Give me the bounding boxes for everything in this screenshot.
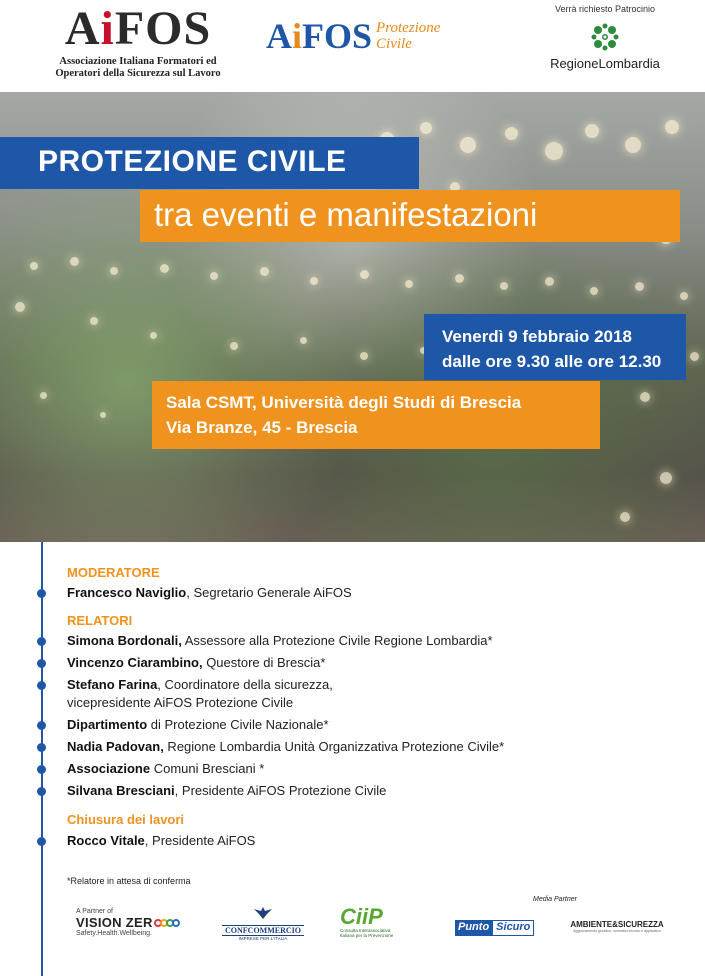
speaker-entry-continued: vicepresidente AiFOS Protezione Civile bbox=[67, 695, 294, 710]
header bbox=[0, 0, 705, 92]
bokeh-light bbox=[640, 392, 650, 402]
speaker-entry: Dipartimento di Protezione Civile Nazionale* bbox=[67, 717, 329, 732]
bokeh-light bbox=[545, 142, 563, 160]
patronage-block bbox=[540, 4, 670, 71]
eagle-icon bbox=[222, 906, 304, 925]
bokeh-light bbox=[310, 277, 318, 285]
aifos-pc-line2: Civile bbox=[376, 36, 412, 52]
region-name: RegioneLombardia bbox=[550, 56, 660, 71]
bokeh-light bbox=[210, 272, 218, 280]
timeline-dot bbox=[37, 637, 46, 646]
puntosicuro-logo bbox=[455, 920, 534, 936]
bokeh-light bbox=[585, 124, 599, 138]
speaker-entry: Nadia Padovan, Regione Lombardia Unità Organizzativa Protezione Civile* bbox=[67, 739, 505, 754]
bokeh-light bbox=[455, 274, 464, 283]
speaker-entry: Silvana Bresciani, Presidente AiFOS Protezione Civile bbox=[67, 783, 387, 798]
bokeh-light bbox=[625, 137, 641, 153]
bokeh-light bbox=[680, 292, 688, 300]
moderator-heading: MODERATORE bbox=[67, 565, 160, 580]
aifos-subtitle-line1: Associazione Italiana Formatori ed bbox=[59, 56, 217, 67]
bokeh-light bbox=[690, 352, 699, 361]
bokeh-light bbox=[500, 282, 508, 290]
aifos-logo-wordmark: AiFOS bbox=[64, 2, 212, 55]
bokeh-light bbox=[505, 127, 518, 140]
aifos-logo bbox=[38, 4, 238, 80]
bokeh-light bbox=[665, 120, 679, 134]
ciip-tag-line1: Consulta Interassociativa bbox=[340, 928, 391, 933]
timeline-dot bbox=[37, 787, 46, 796]
hero-banner bbox=[0, 92, 705, 542]
venue-line1: Sala CSMT, Università degli Studi di Brescia bbox=[166, 393, 522, 412]
media-partner-label: Media Partner bbox=[533, 896, 577, 903]
bokeh-light bbox=[360, 352, 368, 360]
bokeh-light bbox=[545, 277, 554, 286]
bokeh-light bbox=[590, 287, 598, 295]
vz-ring-icon bbox=[172, 919, 180, 927]
bokeh-light bbox=[160, 264, 169, 273]
ambiente-tag: Aggiornamento giuridico, normativo tecnico e applicativo bbox=[573, 929, 661, 933]
bokeh-light bbox=[70, 257, 79, 266]
patronage-note: Verrà richiesto Patrocinio bbox=[554, 4, 656, 14]
vision-zero-logo bbox=[76, 908, 180, 937]
footnote: *Relatore in attesa di conferma bbox=[67, 876, 191, 886]
venue-box bbox=[152, 381, 600, 449]
puntosicuro-b: Sicuro bbox=[492, 920, 534, 936]
bokeh-light bbox=[620, 512, 630, 522]
puntosicuro-a: Punto bbox=[455, 920, 492, 936]
moderator-entry: Francesco Naviglio, Segretario Generale AiFOS bbox=[67, 585, 352, 600]
bokeh-light bbox=[260, 267, 269, 276]
event-time: dalle ore 9.30 alle ore 12.30 bbox=[442, 352, 662, 371]
closing-entry: Rocco Vitale, Presidente AiFOS bbox=[67, 833, 256, 848]
bokeh-light bbox=[660, 472, 672, 484]
ciip-name: CiiP bbox=[340, 904, 383, 929]
event-title-line1: PROTEZIONE CIVILE bbox=[38, 145, 347, 178]
vz-tagline: Safety.Health.Wellbeing. bbox=[76, 930, 153, 937]
lombardia-rose-icon bbox=[590, 22, 620, 52]
speaker-entry: Associazione Comuni Bresciani * bbox=[67, 761, 265, 776]
bokeh-light bbox=[90, 317, 98, 325]
ambiente-name: AMBIENTE&SICUREZZA bbox=[570, 920, 664, 929]
confcommercio-tag: IMPRESE PER L'ITALIA bbox=[238, 936, 288, 941]
bokeh-light bbox=[300, 337, 307, 344]
bokeh-light bbox=[15, 302, 25, 312]
timeline-line bbox=[41, 542, 43, 976]
venue-line2: Via Branze, 45 - Brescia bbox=[166, 418, 358, 437]
title-box-orange bbox=[140, 190, 680, 242]
aifos-pc-line1: Protezione bbox=[376, 20, 441, 36]
confcommercio-name: CONFCOMMERCIO bbox=[222, 925, 304, 936]
bokeh-light bbox=[360, 270, 369, 279]
aifos-pc-wordmark: AiFOS bbox=[266, 16, 373, 56]
bokeh-light bbox=[635, 282, 644, 291]
bokeh-light bbox=[230, 342, 238, 350]
timeline-dot bbox=[37, 589, 46, 598]
bokeh-light bbox=[460, 137, 476, 153]
date-box bbox=[424, 314, 686, 380]
timeline-dot bbox=[37, 765, 46, 774]
bokeh-light bbox=[30, 262, 38, 270]
speaker-entry: Vincenzo Ciarambino, Questore di Brescia* bbox=[67, 655, 326, 670]
vz-pre: A Partner of bbox=[76, 908, 113, 915]
bokeh-light bbox=[40, 392, 47, 399]
timeline-dot bbox=[37, 837, 46, 846]
closing-heading: Chiusura dei lavori bbox=[67, 812, 185, 827]
aifos-protezione-civile-logo bbox=[266, 16, 440, 56]
event-title-line2: tra eventi e manifestazioni bbox=[154, 196, 538, 233]
bokeh-light bbox=[405, 280, 413, 288]
bokeh-light bbox=[150, 332, 157, 339]
title-box-blue bbox=[0, 137, 419, 189]
speaker-entry: Simona Bordonali, Assessore alla Protezione Civile Regione Lombardia* bbox=[67, 633, 493, 648]
ambiente-sicurezza-logo bbox=[568, 920, 666, 933]
bokeh-light bbox=[100, 412, 106, 418]
bokeh-light bbox=[110, 267, 118, 275]
confcommercio-logo bbox=[222, 906, 304, 941]
timeline-dot bbox=[37, 743, 46, 752]
bokeh-light bbox=[420, 122, 432, 134]
ciip-logo bbox=[340, 906, 400, 938]
vz-name: VISION ZER bbox=[76, 915, 180, 930]
aifos-subtitle-line2: Operatori della Sicurezza sul Lavoro bbox=[55, 68, 221, 79]
speaker-entry: Stefano Farina, Coordinatore della sicurezza, bbox=[67, 677, 333, 692]
timeline-dot bbox=[37, 681, 46, 690]
speakers-heading: RELATORI bbox=[67, 613, 133, 628]
timeline-dot bbox=[37, 659, 46, 668]
event-date: Venerdì 9 febbraio 2018 bbox=[442, 327, 632, 346]
ciip-tag-line2: Italiana per la Prevenzione bbox=[340, 933, 394, 938]
timeline-dot bbox=[37, 721, 46, 730]
